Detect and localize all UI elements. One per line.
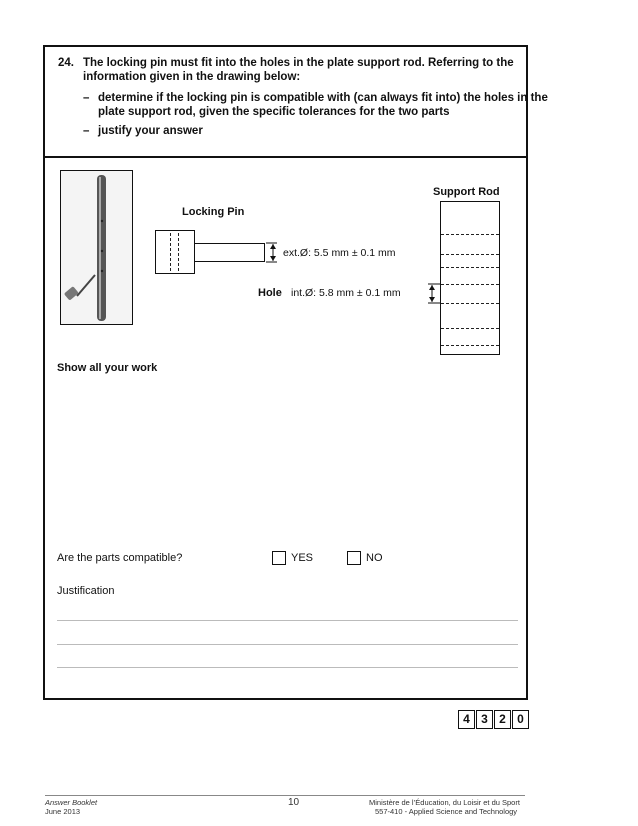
bullet1-line2a: plate support rod, <box>98 106 199 118</box>
bullet1-line2c: for the two parts <box>356 106 450 118</box>
justification-line[interactable] <box>57 620 518 621</box>
show-work-label: Show all your work <box>57 362 158 374</box>
ext-dimension-text: ext.Ø: 5.5 mm ± 0.1 mm <box>283 247 396 259</box>
question-number: 24. <box>58 57 74 69</box>
rod-pin-photo <box>60 170 133 325</box>
int-dimension-text: int.Ø: 5.8 mm ± 0.1 mm <box>291 287 401 299</box>
code-digit: 2 <box>494 710 511 729</box>
support-rod-label: Support Rod <box>433 186 500 198</box>
no-label: NO <box>366 552 383 564</box>
rod-hole-line <box>441 284 499 285</box>
locking-pin-shaft <box>195 243 265 262</box>
locking-pin-head <box>155 230 195 274</box>
code-digit: 4 <box>458 710 475 729</box>
rod-hole-line <box>441 345 499 346</box>
justification-label: Justification <box>57 585 115 597</box>
footer-right-line1: Ministère de l’Éducation, du Loisir et du Sport <box>369 798 520 807</box>
support-rod <box>440 201 500 355</box>
question-intro-line2: information given in the drawing below: <box>83 71 301 83</box>
rod-pin-illustration <box>61 171 133 325</box>
int-dimension-arrow-icon <box>422 282 442 306</box>
rod-hole-line <box>441 254 499 255</box>
justification-line[interactable] <box>57 644 518 645</box>
compatible-question: Are the parts compatible? <box>57 552 183 564</box>
bullet-dash: – <box>83 92 90 104</box>
footer-rule <box>45 795 525 796</box>
footer-right-line2: 557-410 - Applied Science and Technology <box>375 807 518 816</box>
work-area[interactable] <box>57 380 518 540</box>
page-number: 10 <box>288 797 300 808</box>
bullet1-line1: determine if the locking pin is compatible with (can always fit into) the holes in the <box>98 92 548 104</box>
code-digit: 3 <box>476 710 493 729</box>
rod-hole-line <box>441 328 499 329</box>
yes-checkbox[interactable] <box>272 551 286 565</box>
code-digit: 0 <box>512 710 529 729</box>
locking-pin-label: Locking Pin <box>182 206 245 218</box>
footer-left-line2: June 2013 <box>45 807 81 816</box>
hole-label: Hole <box>258 287 282 299</box>
bullet1-emphasis: given the specific tolerances <box>198 106 357 118</box>
rod-hole-line <box>441 234 499 235</box>
question-intro-line1: The locking pin must fit into the holes in the plate support rod. Referring to the <box>83 57 514 69</box>
rod-hole-line <box>441 267 499 268</box>
bullet-dash: – <box>83 125 90 137</box>
bullet1-line2 <box>98 105 449 119</box>
rod-hole-line <box>441 303 499 304</box>
footer-left-line1: Answer Booklet <box>45 798 98 807</box>
ext-dimension-arrow-icon <box>265 240 285 266</box>
no-checkbox[interactable] <box>347 551 361 565</box>
justification-line[interactable] <box>57 667 518 668</box>
yes-label: YES <box>291 552 314 564</box>
bullet2-line: justify your answer <box>98 125 203 137</box>
pin-hidden-line <box>170 233 171 271</box>
pin-hidden-line <box>178 233 179 271</box>
